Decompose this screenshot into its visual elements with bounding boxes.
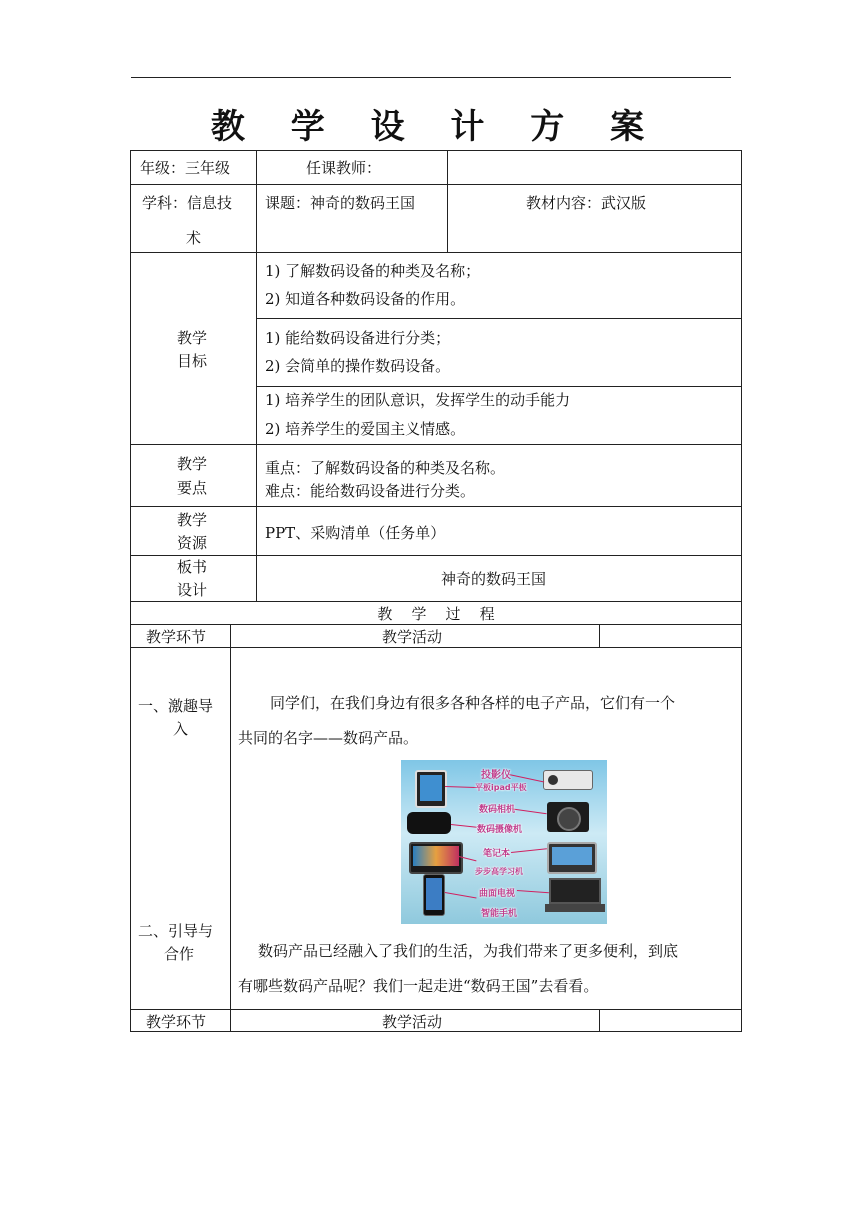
resources-label-1: 教学	[177, 511, 208, 529]
para-1-line-1: 同学们，在我们身边有很多各种各样的电子产品，它们有一个	[270, 694, 676, 712]
keypoint-text: 重点：了解数码设备的种类及名称。	[265, 459, 506, 477]
camcorder-icon	[407, 812, 451, 834]
goal-2-item-1: 1) 能给数码设备进行分类；	[265, 329, 451, 347]
col-stage-2: 教学环节	[146, 1013, 207, 1031]
label-line	[445, 786, 479, 788]
keypoints-label-1: 教学	[177, 455, 208, 473]
teacher-label: 任课教师：	[306, 159, 382, 177]
learning-machine-icon	[547, 842, 597, 874]
header-rule	[131, 77, 731, 78]
board-label-1: 板书	[177, 558, 208, 576]
digital-products-image	[401, 760, 607, 924]
label-tv: 曲面电视	[479, 889, 516, 899]
para-2-line-2: 有哪些数码产品呢？我们一起走进“数码王国”去看看。	[238, 977, 599, 995]
goals-label-2: 目标	[177, 352, 208, 370]
goal-3-item-1: 1) 培养学生的团队意识，发挥学生的动手能力	[265, 391, 571, 409]
label-camera: 数码相机	[479, 805, 516, 815]
goals-label-1: 教学	[177, 329, 208, 347]
col-extra-cell-2	[599, 1009, 742, 1032]
label-line	[517, 890, 549, 893]
keypoints-label-2: 要点	[177, 479, 208, 497]
goal-1-item-1: 1) 了解数码设备的种类及名称；	[265, 262, 481, 280]
board-label-2: 设计	[177, 581, 208, 599]
para-2-line-1: 数码产品已经融入了我们的生活，为我们带来了更多便利，到底	[258, 942, 679, 960]
difficulty-text: 难点：能给数码设备进行分类。	[265, 482, 476, 500]
label-phone: 智能手机	[481, 909, 518, 919]
topic-text: 课题：神奇的数码王国	[265, 194, 416, 212]
goal-3-item-2: 2) 培养学生的爱国主义情感。	[265, 420, 466, 438]
col-stage: 教学环节	[146, 628, 207, 646]
goal-2-item-2: 2) 会简单的操作数码设备。	[265, 357, 451, 375]
stage-2-line-1: 二、引导与	[138, 922, 214, 940]
subject-text-1: 学科：信息技	[142, 194, 233, 212]
stage-2-line-2: 合作	[164, 945, 195, 963]
label-tablet: 平板ipad平板	[475, 783, 527, 792]
grade-text: 年级：三年级	[140, 159, 231, 177]
label-line	[445, 892, 477, 899]
label-line	[511, 848, 547, 853]
col-extra-cell	[599, 624, 742, 648]
board-text: 神奇的数码王国	[441, 570, 547, 588]
document-title: 教 学 设 计 方 案	[210, 107, 662, 147]
col-activity-2: 教学活动	[382, 1013, 443, 1031]
cell-goals-label	[130, 252, 257, 445]
resources-label-2: 资源	[177, 534, 208, 552]
resources-text: PPT、采购清单（任务单）	[265, 524, 446, 542]
tv-icon	[409, 842, 463, 874]
label-line	[451, 824, 477, 828]
label-laptop: 笔记本	[483, 849, 511, 859]
stage-1-line-2: 入	[173, 720, 189, 738]
laptop-icon	[549, 878, 601, 912]
para-1-line-2: 共同的名字——数码产品。	[238, 729, 419, 747]
camera-icon	[547, 802, 589, 832]
cell-teacher-value	[447, 150, 742, 185]
col-activity: 教学活动	[382, 628, 443, 646]
process-header: 教 学 过 程	[377, 605, 495, 623]
smartphone-icon	[423, 874, 445, 916]
projector-icon	[543, 770, 593, 790]
goal-1-item-2: 2) 知道各种数码设备的作用。	[265, 290, 466, 308]
label-projector: 投影仪	[481, 770, 511, 781]
label-learning-machine: 步步高学习机	[475, 867, 523, 876]
label-camcorder: 数码摄像机	[477, 825, 523, 835]
material-text: 教材内容：武汉版	[526, 194, 647, 212]
subject-text-2: 术	[186, 229, 202, 247]
tablet-icon	[415, 770, 447, 808]
stage-1-line-1: 一、激趣导	[138, 697, 214, 715]
